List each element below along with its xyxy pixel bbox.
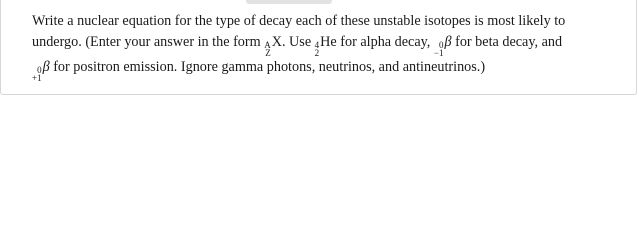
form-atomic-number: Z	[265, 48, 271, 58]
instruction-text: undergo. (Enter your answer in the form	[32, 34, 265, 50]
form-notation	[264, 32, 282, 57]
form-mass-number: A	[264, 40, 271, 50]
alpha-atomic-number: 2	[314, 48, 320, 58]
question-line-1-text: Write a nuclear equation for the type of decay each of these unstable isotopes is most likely to	[32, 13, 566, 29]
question-line-3	[32, 57, 632, 82]
positron-notation	[32, 57, 50, 82]
collapsed-tab	[246, 0, 332, 4]
question-line-1	[32, 11, 632, 32]
positron-atomic-number: +1	[32, 73, 42, 83]
positron-symbol: β	[42, 59, 50, 75]
question-text	[32, 11, 632, 82]
alpha-mass-number: 4	[314, 40, 320, 50]
question-line-2	[32, 32, 632, 57]
positron-mass-number: 0	[37, 65, 42, 75]
beta-mass-number: 0	[438, 40, 444, 50]
beta-decay-text: for beta decay, and	[451, 34, 563, 50]
positron-emission-text: for positron emission. Ignore gamma photons, neutrinos, and antineutrinos.)	[49, 59, 486, 75]
alpha-notation	[315, 32, 337, 57]
beta-symbol: β	[444, 34, 452, 50]
question-card	[0, 0, 637, 95]
use-text: . Use	[281, 34, 315, 50]
alpha-decay-text: for alpha decay,	[336, 34, 434, 50]
form-symbol: X	[271, 34, 282, 50]
beta-notation	[434, 32, 452, 57]
beta-atomic-number: −1	[433, 48, 444, 58]
alpha-symbol: He	[320, 34, 337, 50]
